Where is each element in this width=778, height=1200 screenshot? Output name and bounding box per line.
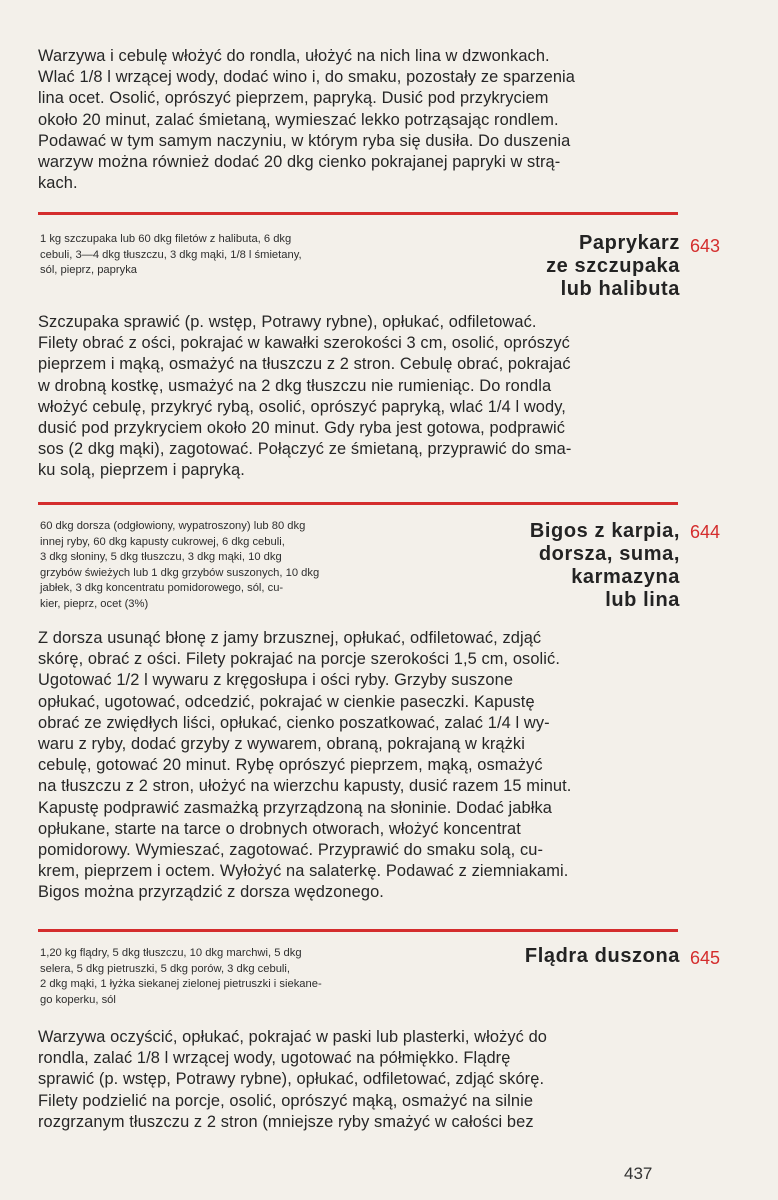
- text-line: obrać ze zwiędłych liści, opłukać, cienko poszatkować, zalać 1/4 l wy-: [38, 713, 550, 732]
- title-line: Paprykarz: [578, 232, 680, 254]
- title-line: karmazyna: [571, 566, 680, 588]
- text-line: Bigos można przyrządzić z dorsza wędzonego.: [38, 883, 384, 902]
- recipe-title-645: [525, 945, 680, 968]
- ingredients-643: [40, 232, 440, 279]
- text-line: ku solą, pieprzem i papryką.: [38, 461, 245, 480]
- ingredient-line: grzybów świeżych lub 1 dkg grzybów suszonych, 10 dkg: [40, 566, 320, 579]
- text-line: warzyw można również dodać 20 dkg cienko pokrajanej papryki w strą-: [38, 153, 561, 172]
- title-line: lub lina: [605, 589, 680, 611]
- recipe-number-643: 643: [690, 236, 721, 256]
- text-line: Ugotować 1/2 l wywaru z kręgosłupa i ości ryby. Grzyby suszone: [38, 671, 514, 690]
- ingredients-644: [40, 519, 440, 613]
- method-643: [38, 312, 680, 482]
- title-line: ze szczupaka: [546, 255, 680, 277]
- recipe-title-644: [530, 520, 680, 612]
- text-line: rozgrzanym tłuszczu z 2 stron (mniejsze ryby smażyć w całości bez: [38, 1112, 534, 1131]
- text-line: krem, pieprzem i octem. Wyłożyć na salaterkę. Podawać z ziemniakami.: [38, 862, 569, 881]
- ingredient-line: 1 kg szczupaka lub 60 dkg filetów z halibuta, 6 dkg: [40, 233, 292, 245]
- page-number: 437: [624, 1164, 653, 1183]
- text-line: na tłuszczu z 2 stron, ułożyć na wierzchu kapusty, dusić razem 15 minut.: [38, 777, 572, 796]
- ingredient-line: innej ryby, 60 dkg kapusty cukrowej, 6 dkg cebuli,: [40, 535, 285, 548]
- text-line: Podawać w tym samym naczyniu, w którym ryba się dusiła. Do duszenia: [38, 131, 571, 150]
- text-line: Warzywa oczyścić, opłukać, pokrajać w paski lub plasterki, włożyć do: [38, 1028, 548, 1046]
- text-line: kach.: [38, 174, 78, 193]
- text-line: opłukać, ugotować, odcedzić, pokrajać w cienkie paseczki. Kapustę: [38, 692, 535, 711]
- ingredient-line: 60 dkg dorsza (odgłowiony, wypatroszony) lub 80 dkg: [40, 520, 306, 532]
- title-line: Bigos z karpia,: [529, 520, 680, 542]
- ingredient-line: 3 dkg słoniny, 5 dkg tłuszczu, 3 dkg mąki, 10 dkg: [40, 551, 282, 564]
- text-line: pomidorowy. Wymieszać, zagotować. Przyprawić do smaku solą, cu-: [38, 841, 544, 860]
- recipe-title-643: [546, 232, 680, 301]
- text-line: cebulę, gotować 20 minut. Rybę oprószyć pieprzem, mąką, osmażyć: [38, 756, 543, 775]
- recipe-number-644: 644: [690, 522, 721, 542]
- text-line: pieprzem i mąką, osmażyć na tłuszczu z 2 stron. Cebulę obrać, pokrajać: [38, 355, 571, 374]
- ingredient-line: 1,20 kg flądry, 5 dkg tłuszczu, 10 dkg marchwi, 5 dkg: [40, 947, 302, 959]
- ingredient-line: 2 dkg mąki, 1 łyżka siekanej zielonej pietruszki i siekane-: [40, 978, 322, 991]
- text-line: Warzywa i cebulę włożyć do rondla, ułożyć na nich lina w dzwonkach.: [38, 47, 550, 65]
- text-line: Kapustę podprawić zasmażką przyrządzoną na słoninie. Dodać jabłka: [38, 798, 552, 817]
- text-line: sprawić (p. wstęp, Potrawy rybne), opłukać, odfiletować, zdjąć skórę.: [38, 1070, 545, 1089]
- text-line: około 20 minut, zalać śmietaną, wymieszać lekko potrząsając rondlem.: [38, 110, 559, 129]
- recipe-number-645: 645: [690, 948, 721, 968]
- ingredient-line: cebuli, 3—4 dkg tłuszczu, 3 dkg mąki, 1/8 l śmietany,: [40, 248, 302, 261]
- method-644: [38, 628, 680, 904]
- section-divider: [38, 929, 678, 932]
- text-line: waru z ryby, dodać grzyby z wywarem, obraną, pokrajaną w krążki: [38, 735, 525, 754]
- method-645: [38, 1027, 680, 1133]
- section-divider: [38, 502, 678, 505]
- title-line: Flądra duszona: [524, 945, 680, 967]
- text-line: skórę, obrać z ości. Filety pokrajać na porcje szerokości 1,5 cm, osolić.: [38, 650, 560, 669]
- title-line: dorsza, suma,: [538, 543, 680, 565]
- text-line: opłukane, starte na tarce o drobnych otworach, włożyć koncentrat: [38, 819, 521, 838]
- text-line: Filety obrać z ości, pokrajać w kawałki szerokości 3 cm, osolić, oprószyć: [38, 334, 570, 353]
- intro-paragraph: [38, 46, 680, 194]
- text-line: w drobną kostkę, usmażyć na 2 dkg tłuszczu nie rumieniąc. Do rondla: [38, 376, 552, 395]
- section-divider: [38, 212, 678, 215]
- ingredient-line: sól, pieprz, papryka: [40, 264, 138, 277]
- text-line: Szczupaka sprawić (p. wstęp, Potrawy rybne), opłukać, odfiletować.: [38, 313, 537, 331]
- ingredient-line: jabłek, 3 dkg koncentratu pomidorowego, sól, cu-: [40, 582, 284, 595]
- ingredients-645: [40, 946, 440, 1008]
- ingredient-line: selera, 5 dkg pietruszki, 5 dkg porów, 3 dkg cebuli,: [40, 962, 290, 975]
- text-line: Wlać 1/8 l wrzącej wody, dodać wino i, do smaku, pozostały ze sparzenia: [38, 68, 576, 87]
- text-line: włożyć cebulę, przykryć rybą, osolić, oprószyć papryką, wlać 1/4 l wody,: [38, 397, 566, 416]
- text-line: sos (2 dkg mąki), zagotować. Połączyć ze śmietaną, przyprawić do sma-: [38, 440, 572, 459]
- text-line: lina ocet. Osolić, oprószyć pieprzem, papryką. Dusić pod przykryciem: [38, 89, 549, 108]
- ingredient-line: go koperku, sól: [40, 993, 116, 1006]
- ingredient-line: kier, pieprz, ocet (3%): [40, 597, 149, 610]
- text-line: Filety podzielić na porcje, osolić, oprószyć mąką, osmażyć na silnie: [38, 1091, 534, 1110]
- text-line: rondla, zalać 1/8 l wrzącej wody, ugotować na półmiękko. Flądrę: [38, 1049, 511, 1068]
- text-line: Z dorsza usunąć błonę z jamy brzusznej, opłukać, odfiletować, zdjąć: [38, 629, 542, 647]
- text-line: dusić pod przykryciem około 20 minut. Gdy ryba jest gotowa, podprawić: [38, 419, 566, 438]
- title-line: lub halibuta: [560, 278, 680, 300]
